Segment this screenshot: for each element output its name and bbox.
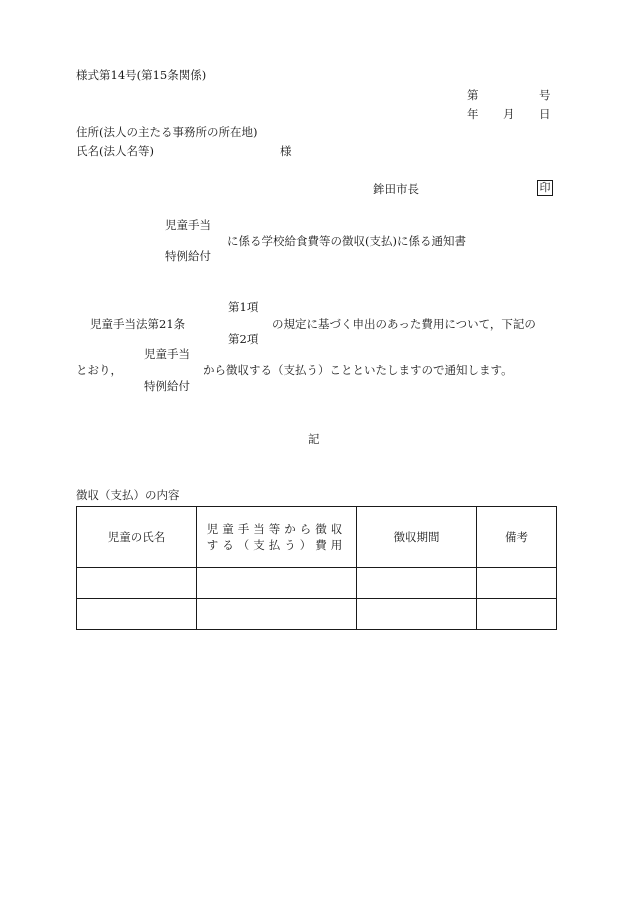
cell-child-name[interactable] (77, 599, 197, 630)
header-fee-line2: する（支払う）費用 (206, 538, 347, 552)
header-notes: 備考 (477, 507, 557, 568)
collection-content-table (76, 506, 557, 630)
date-day: 日 (539, 107, 551, 121)
address-label: 住所(法人の主たる事務所の所在地) (76, 125, 258, 139)
body-line2-start: とおり， (76, 363, 122, 377)
table-row (77, 599, 557, 630)
document-title: に係る学校給食費等の徴収(支払)に係る通知書 (227, 234, 466, 248)
cell-notes[interactable] (477, 568, 557, 599)
table-header-row (77, 507, 557, 568)
body-line1-rest: の規定に基づく申出のあった費用について，下記の (272, 317, 536, 331)
section-label: 徴収（支払）の内容 (76, 488, 180, 502)
header-child-name: 児童の氏名 (77, 507, 197, 568)
body-line2-rest: から徴収する（支払う）ことといたしますので通知します。 (203, 363, 513, 377)
body-option-jidou-teate: 児童手当 (144, 347, 190, 361)
title-option-jidou-teate: 児童手当 (165, 218, 211, 232)
name-label: 氏名(法人名等) (76, 144, 154, 158)
table-row (77, 568, 557, 599)
cell-period[interactable] (357, 568, 477, 599)
cell-child-name[interactable] (77, 568, 197, 599)
honorific: 様 (280, 144, 292, 158)
doc-number-dai: 第 (467, 88, 479, 102)
cell-fee[interactable] (197, 568, 357, 599)
body-paragraph-2: 第2項 (228, 332, 259, 346)
cell-fee[interactable] (197, 599, 357, 630)
cell-period[interactable] (357, 599, 477, 630)
form-number: 様式第14号(第15条関係) (76, 68, 207, 82)
date-year: 年 (467, 107, 479, 121)
header-fee-line1: 児童手当等から徴収 (206, 522, 347, 536)
ki-marker: 記 (308, 432, 320, 446)
body-paragraph-1: 第1項 (228, 300, 259, 314)
issuer: 鉾田市長 (373, 182, 419, 196)
title-option-tokurei-kyufu: 特例給付 (165, 249, 211, 263)
date-month: 月 (503, 107, 515, 121)
seal-stamp: 印 (537, 180, 553, 196)
header-fee (197, 507, 357, 568)
body-option-tokurei-kyufu: 特例給付 (144, 379, 190, 393)
body-law-reference: 児童手当法第21条 (90, 317, 186, 331)
doc-number-go: 号 (539, 88, 551, 102)
header-period: 徴収期間 (357, 507, 477, 568)
cell-notes[interactable] (477, 599, 557, 630)
